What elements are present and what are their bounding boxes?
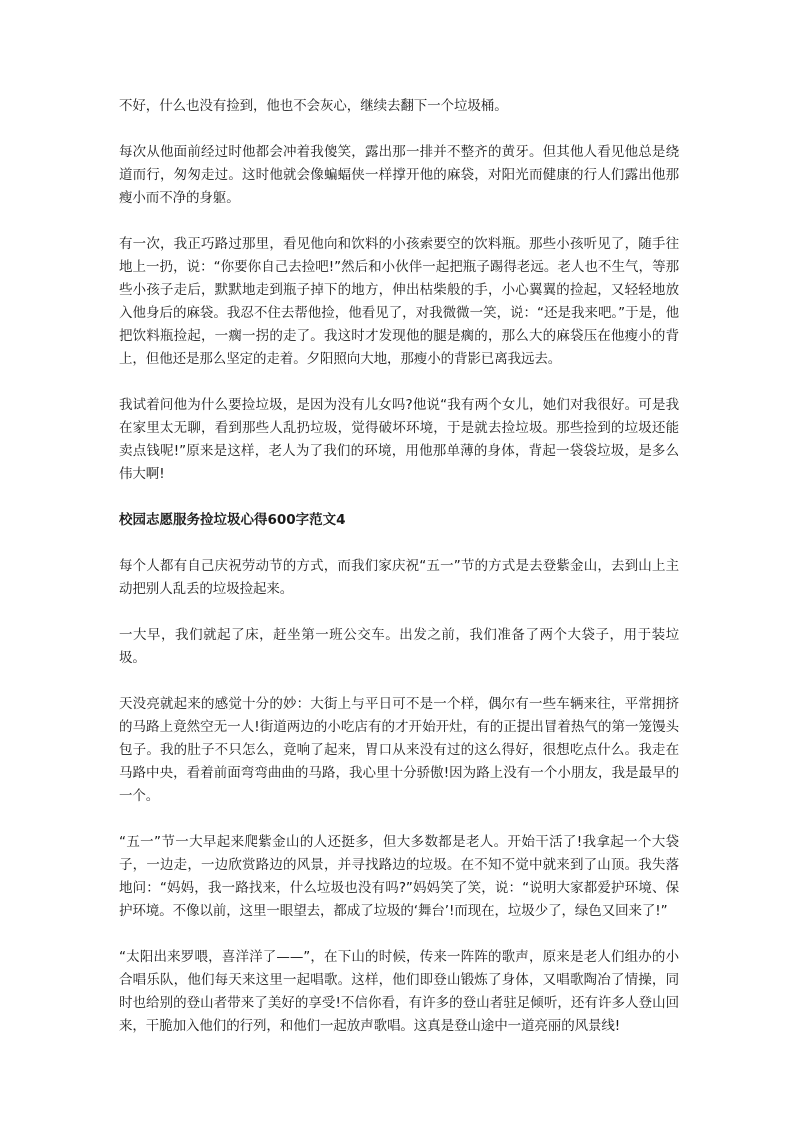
paragraph: 每次从他面前经过时他都会冲着我傻笑，露出那一排并不整齐的黄牙。但其他人看见他总是绕道而行，匆匆走过。这时他就会像蝙蝠侠一样撑开他的麻袋，对阳光而健康的行人们露出他那瘦小而不净的身躯。 bbox=[119, 144, 679, 206]
paragraph: 不好，什么也没有捡到，他也不会灰心，继续去翻下一个垃圾桶。 bbox=[119, 98, 508, 114]
document-body bbox=[119, 95, 679, 1061]
section-heading: 校园志愿服务捡垃圾心得600字范文4 bbox=[119, 512, 346, 528]
paragraph: 每个人都有自己庆祝劳动节的方式，而我们家庆祝“五一”节的方式是去登紫金山，去到山上主动把别人乱丢的垃圾捡起来。 bbox=[119, 558, 679, 597]
paragraph: 我试着问他为什么要捡垃圾，是因为没有儿女吗?他说“我有两个女儿，她们对我很好。可是我在家里太无聊，看到那些人乱扔垃圾，觉得破坏环境，于是就去捡垃圾。那些捡到的垃圾还能卖点钱呢!”原来是这样，老人为了我们的环境，用他那单薄的身体，背起一袋袋垃圾，是多么伟大啊! bbox=[119, 397, 679, 482]
paragraph: 天没亮就起来的感觉十分的妙：大街上与平日可不是一个样，偶尔有一些车辆来往，平常拥挤的马路上竟然空无一人!街道两边的小吃店有的才开始开灶，有的正提出冒着热气的第一笼馒头包子。我的肚子不只怎么，竟响了起来，胃口从来没有过的这么得好，很想吃点什么。我走在马路中央，看着前面弯弯曲曲的马路，我心里十分骄傲!因为路上没有一个小朋友，我是最早的一个。 bbox=[119, 696, 679, 804]
paragraph: 有一次，我正巧路过那里，看见他向和饮料的小孩索要空的饮料瓶。那些小孩听见了，随手往地上一扔，说：“你要你自己去捡吧!”然后和小伙伴一起把瓶子踢得老远。老人也不生气，等那些小孩子走后，默默地走到瓶子掉下的地方，伸出枯柴般的手，小心翼翼的捡起，又轻轻地放入他身后的麻袋。我忍不住去帮他捡，他看见了，对我微微一笑，说：“还是我来吧。”于是，他把饮料瓶捡起，一瘸一拐的走了。我这时才发现他的腿是瘸的，那么大的麻袋压在他瘦小的背上，但他还是那么坚定的走着。夕阳照向大地，那瘦小的背影已离我远去。 bbox=[119, 236, 679, 367]
paragraph: “太阳出来罗喂，喜洋洋了——”，在下山的时候，传来一阵阵的歌声，原来是老人们组办的小合唱乐队，他们每天来这里一起唱歌。这样，他们即登山锻炼了身体，又唱歌陶冶了情操，同时也给别的登山者带来了美好的享受!不信你看，有许多的登山者驻足倾听，还有许多人登山回来，干脆加入他们的行列，和他们一起放声歌唱。这真是登山途中一道亮丽的风景线! bbox=[119, 949, 679, 1034]
paragraph: “五一”节一大早起来爬紫金山的人还挺多，但大多数都是老人。开始干活了!我拿起一个大袋子，一边走，一边欣赏路边的风景，并寻找路边的垃圾。在不知不觉中就来到了山顶。我失落地问：“妈妈，我一路找来，什么垃圾也没有吗?”妈妈笑了笑，说：“说明大家都爱护环境、保护环境。不像以前，这里一眼望去，都成了垃圾的‘舞台’!而现在，垃圾少了，绿色又回来了!” bbox=[119, 834, 679, 919]
paragraph: 一大早，我们就起了床，赶坐第一班公交车。出发之前，我们准备了两个大袋子，用于装垃圾。 bbox=[119, 627, 679, 666]
